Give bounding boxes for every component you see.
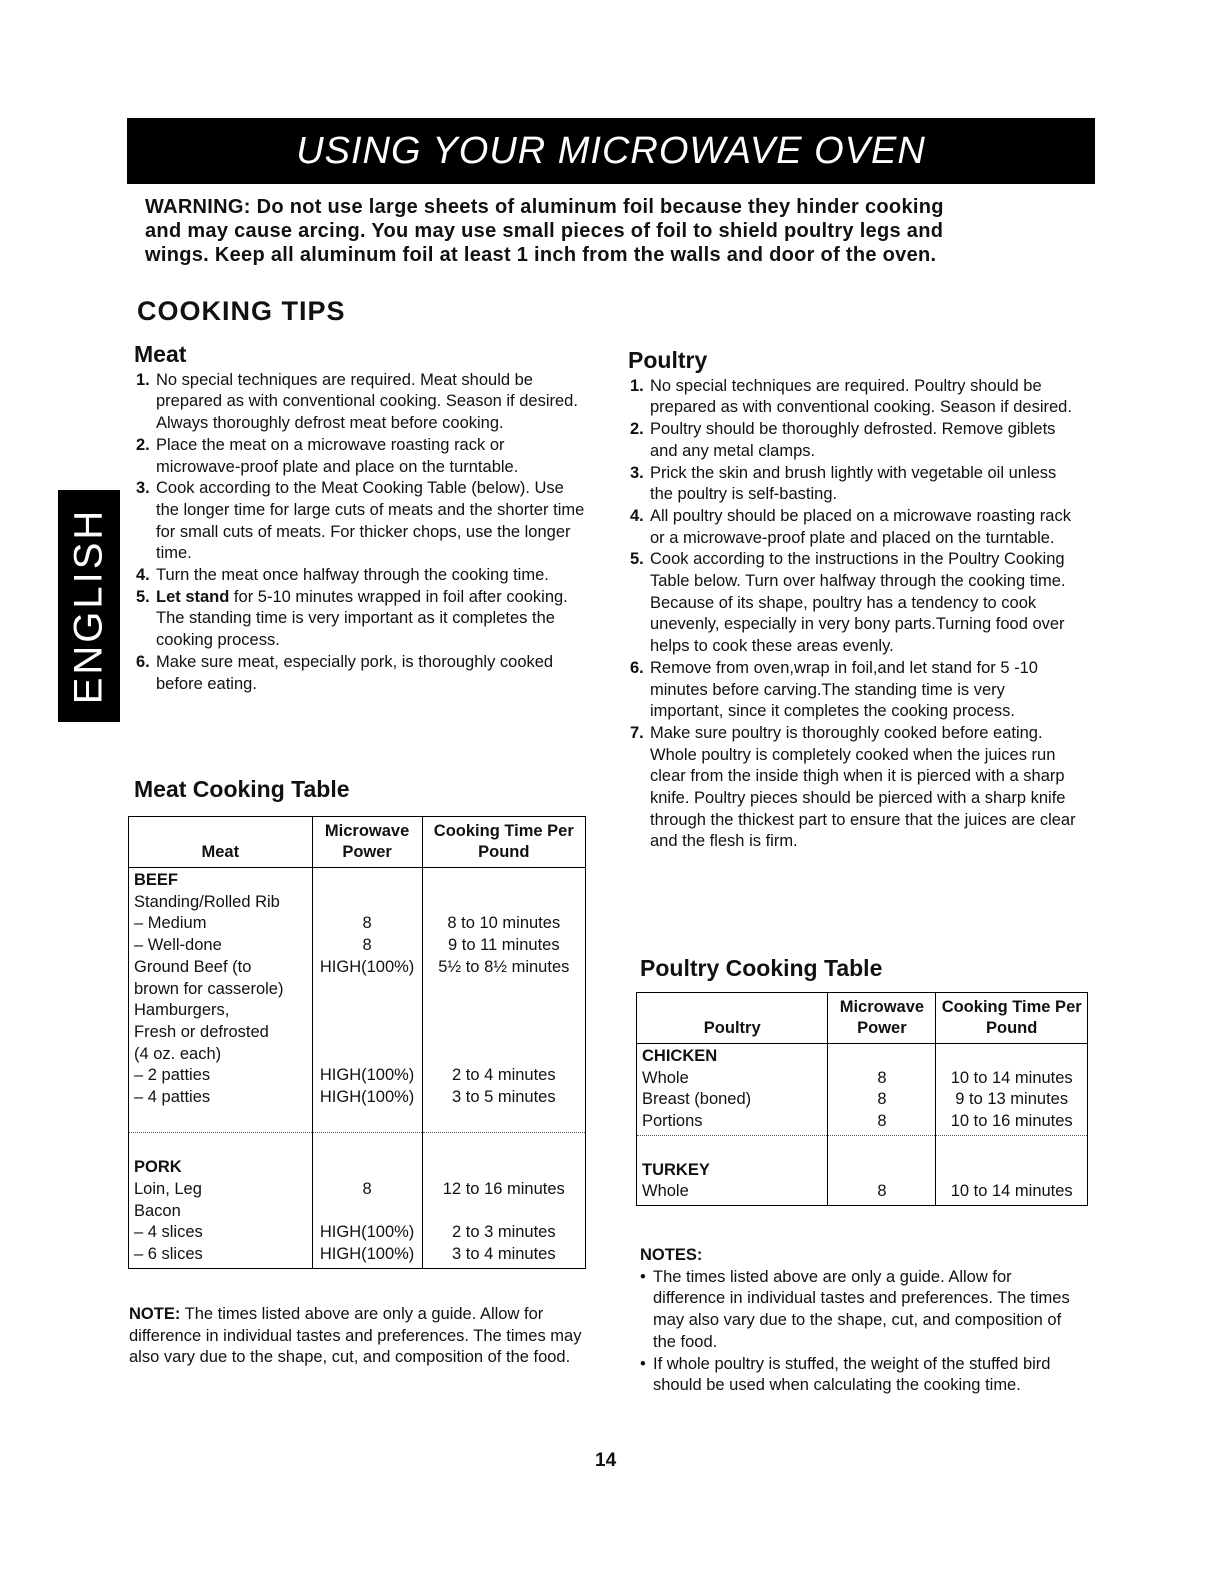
cell-line: 8 [877,1182,887,1201]
cell-line [318,978,417,1000]
tip-text: Make sure poultry is thoroughly cooked before eating. Whole poultry is completely cooked when the juices run clear from the inside thigh when it is pierced with a sharp knife. Poultry pieces should be pierced with a sharp knife through the thickest part to ensure that the juices are clear and the flesh is firm. [650,723,1076,851]
poultry-notes [640,1245,1080,1397]
cell-line: HIGH(100%) [319,1244,415,1263]
cell-line [318,1109,417,1131]
foil-warning: WARNING: Do not use large sheets of aluminum foil because they hinder cooking and may cause arcing. You may use small pieces of foil to shield poultry legs and wings. Keep all aluminum foil at least 1 inch from the walls and door of the oven. [145,196,944,266]
tip-text: Remove from oven,wrap in foil,and let stand for 5 -10 minutes before carving.The standing time is very important, since it completes the cooking process. [650,658,1038,721]
cell-line: – 4 slices [134,1223,203,1242]
cell-line: HIGH(100%) [319,1223,415,1242]
meat-note [129,1304,584,1369]
cell-line [318,1157,417,1179]
cell-line: BEEF [134,871,179,889]
tip-text: Place the meat on a microwave roasting rack or microwave-proof plate and place on the turntable. [156,435,519,476]
poultry-tip-item [628,376,1076,419]
cell-line: 10 to 14 minutes [950,1068,1073,1087]
meat-tip-item [134,587,586,652]
power-cell [312,868,422,1133]
cell-line: 2 to 3 minutes [451,1223,556,1242]
cell-line [318,1135,417,1157]
time-cell [936,1135,1088,1205]
cell-line: Breast (boned) [642,1090,752,1109]
cell-line [318,1044,417,1066]
power-cell [828,1044,936,1136]
tip-number: 6. [136,652,150,671]
cell-line: Whole [642,1068,689,1087]
meat-tips-list [134,370,586,696]
cell-line: 3 to 5 minutes [451,1087,556,1106]
meat-note-text: The times listed above are only a guide. Allow for difference in individual tastes and preferences. The times may also vary due to the shape, cut, and composition of the food. [129,1305,582,1367]
cell-line: 8 [877,1068,887,1087]
tip-text: for 5-10 minutes wrapped in foil after cooking. The standing time is very important as it completes the cooking process. [156,587,568,650]
cell-line: 8 [877,1112,887,1131]
cell-line: Hamburgers, [134,1001,230,1020]
meat-cooking-table [128,816,586,1269]
poultry-table-title: Poultry Cooking Table [640,955,883,981]
poultry-tip-item [628,419,1076,462]
table-row [637,1135,1088,1205]
table-row [637,1044,1088,1136]
meat-tip-item [134,435,586,478]
tip-text: Prick the skin and brush lightly with vegetable oil unless the poultry is self-basting. [650,463,1057,504]
tip-number: 4. [630,506,644,525]
tip-number: 7. [630,723,644,742]
cell-line: – Well-done [134,936,222,955]
meat-tip-item [134,652,586,695]
cell-line: – 4 patties [134,1088,211,1107]
cell-line: HIGH(100%) [319,1087,415,1106]
cell-line: 5½ to 8½ minutes [438,957,570,976]
page-number: 14 [595,1450,617,1471]
cell-line: 2 to 4 minutes [451,1066,556,1085]
cell-line: 8 [362,936,372,955]
note-item: • If whole poultry is stuffed, the weight of the stuffed bird should be used when calculating the cooking time. [640,1354,1080,1397]
power-cell [828,1135,936,1205]
tip-text: No special techniques are required. Poultry should be prepared as with conventional cooking. Season if desired. [650,376,1072,417]
cell-line: – 6 slices [134,1244,203,1263]
item-cell [637,1044,828,1136]
cell-line [428,1135,580,1157]
cell-line: – Medium [134,914,207,933]
cell-line: Fresh or defrosted [134,1022,269,1041]
tip-text: Cook according to the Meat Cooking Table (below). Use the longer time for large cuts of meats and the shorter time for small cuts of meats. For thicker chops, use the longer time. [156,479,585,563]
cell-line [134,1109,307,1131]
poultry-notes-list [640,1267,1080,1397]
cell-line [833,1046,930,1068]
cell-line [428,870,580,892]
meat-note-label: NOTE: [129,1305,181,1323]
tip-number: 6. [630,658,644,677]
cell-line: 9 to 13 minutes [955,1090,1069,1109]
cell-line [833,1138,930,1160]
cell-line: (4 oz. each) [134,1044,222,1063]
cell-line [318,1022,417,1044]
meat-col-header: Meat [129,817,313,868]
note-item: • The times listed above are only a guide. Allow for difference in individual tastes and preferences. The times may also vary due to the shape, cut, and composition of the food. [640,1267,1080,1354]
meat-tip-item [134,565,586,587]
poultry-tip-item [628,723,1076,853]
poultry-col-header: Poultry [637,993,828,1044]
tip-number: 1. [630,376,644,395]
poultry-tip-item [628,658,1076,723]
language-tab-label: ENGLISH [66,507,111,705]
cell-line [941,1046,1082,1068]
cell-line [134,1135,307,1157]
cell-line: CHICKEN [642,1047,718,1065]
cell-line [833,1160,930,1182]
power-col-header: Microwave Power [828,993,936,1044]
cell-line: 8 [877,1090,887,1109]
time-cell [422,868,585,1133]
table-row [129,868,586,1133]
item-cell [637,1135,828,1205]
tip-text: No special techniques are required. Meat should be prepared as with conventional cooking. Season if desired. Always thoroughly defrost meat before cooking. [156,370,578,433]
time-cell [422,1133,585,1268]
cell-line [941,1138,1082,1160]
cell-line: 3 to 4 minutes [451,1244,556,1263]
cell-line [318,870,417,892]
poultry-notes-label: NOTES: [640,1246,703,1264]
item-cell [129,868,313,1133]
meat-tip-item [134,370,586,435]
cell-line: Standing/Rolled Rib [134,892,280,911]
cell-line: 8 to 10 minutes [447,914,561,933]
poultry-heading: Poultry [628,347,708,373]
cell-line [318,1201,417,1223]
poultry-tip-item [628,549,1076,658]
time-cell [936,1044,1088,1136]
cell-line: PORK [134,1158,182,1177]
cell-line: 8 [362,914,372,933]
power-cell [312,1133,422,1268]
tip-emphasis: Let stand [156,587,230,606]
tip-number: 3. [630,463,644,482]
poultry-cooking-table [636,992,1088,1206]
cell-line [428,1157,580,1179]
cell-line: 12 to 16 minutes [442,1179,565,1198]
meat-heading: Meat [134,341,187,367]
page-banner: USING YOUR MICROWAVE OVEN [127,118,1095,184]
tip-number: 5. [630,550,644,569]
cell-line: 8 [362,1179,372,1198]
tip-number: 2. [136,435,150,454]
tip-text: All poultry should be placed on a microwave roasting rack or a microwave-proof plate and placed on the turntable. [650,506,1071,547]
time-col-header: Cooking Time Per Pound [936,993,1088,1044]
cell-line: brown for casserole) [134,979,284,998]
cell-line: Bacon [134,1201,181,1220]
cell-line [318,892,417,914]
cell-line: HIGH(100%) [319,1066,415,1085]
tip-number: 3. [136,479,150,498]
cell-line: – 2 patties [134,1066,211,1085]
cell-line [428,1109,580,1131]
tip-text: Make sure meat, especially pork, is thoroughly cooked before eating. [156,652,554,693]
cell-line: Loin, Leg [134,1179,202,1198]
cell-line: Ground Beef (to [134,957,252,976]
cell-line [642,1138,822,1160]
table-row [129,1133,586,1268]
cell-line: Whole [642,1182,689,1201]
meat-tip-item [134,478,586,565]
cell-line [318,1000,417,1022]
cell-line [428,892,580,914]
tip-text: Poultry should be thoroughly defrosted. Remove giblets and any metal clamps. [650,420,1056,460]
cell-line: 10 to 14 minutes [950,1182,1073,1201]
power-col-header: Microwave Power [312,817,422,868]
tip-number: 4. [136,566,150,585]
cell-line [428,1000,580,1022]
cell-line: 10 to 16 minutes [950,1112,1073,1131]
meat-table-title: Meat Cooking Table [134,776,350,802]
time-col-header: Cooking Time Per Pound [422,817,585,868]
section-title: COOKING TIPS [137,296,346,326]
tip-text: Cook according to the instructions in the Poultry Cooking Table below. Turn over halfway through the cooking time. Because of its shape, poultry has a tendency to cook unevenly, especially in very bony parts.Turning food over helps to cook these areas evenly. [650,550,1066,656]
tip-number: 5. [136,587,150,606]
poultry-tip-item [628,506,1076,549]
cell-line [428,1201,580,1223]
cell-line [941,1160,1082,1182]
tip-text: Turn the meat once halfway through the cooking time. [156,566,549,585]
tip-number: 2. [630,420,644,439]
cell-line: TURKEY [642,1160,710,1179]
cell-line [428,1022,580,1044]
cell-line: Portions [642,1112,703,1131]
cell-line: 9 to 11 minutes [447,936,560,955]
tip-number: 1. [136,370,150,389]
cell-line: HIGH(100%) [319,957,415,976]
cell-line [428,978,580,1000]
poultry-section [628,347,1076,853]
cell-line [428,1044,580,1066]
poultry-tips-list [628,376,1076,853]
poultry-tip-item [628,463,1076,506]
item-cell [129,1133,313,1268]
language-tab [58,490,120,722]
meat-section [134,341,586,695]
